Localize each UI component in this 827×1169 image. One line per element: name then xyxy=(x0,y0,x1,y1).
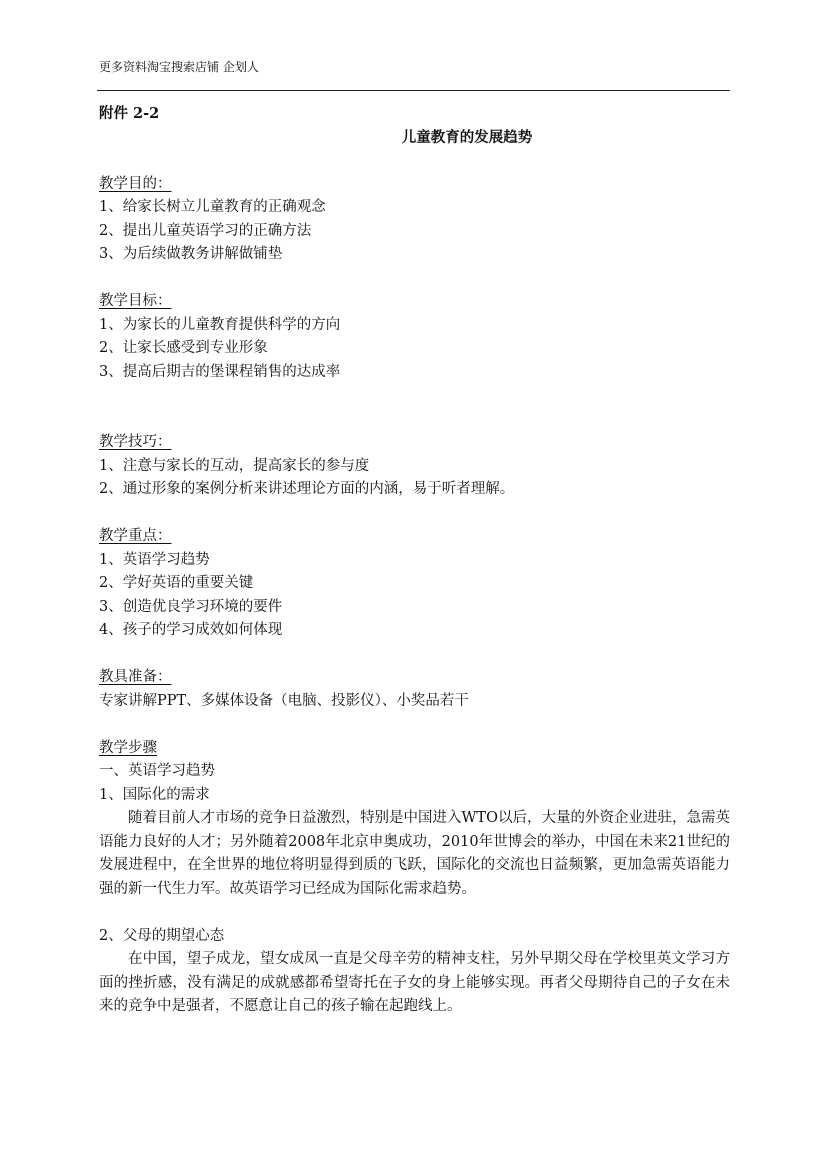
list-item: 2、通过形象的案例分析来讲述理论方面的内涵，易于听者理解。 xyxy=(99,481,515,497)
list-item: 1、为家长的儿童教育提供科学的方向 xyxy=(99,316,341,333)
list-item: 3、提高后期吉的堡课程销售的达成率 xyxy=(99,363,341,380)
attachment-label: 附件 2-2 xyxy=(99,105,160,122)
list-item: 2、学好英语的重要关键 xyxy=(99,575,254,591)
page-header-text: 更多资料淘宝搜索店铺 企划人 xyxy=(99,60,259,74)
list-item: 4、孩子的学习成效如何体现 xyxy=(99,622,283,638)
section-heading-tools: 教具准备： xyxy=(99,669,172,685)
list-item: 1、给家长树立儿童教育的正确观念 xyxy=(99,199,326,215)
list-item: 3、为后续做教务讲解做铺垫 xyxy=(99,246,283,262)
list-item: 专家讲解PPT、多媒体设备（电脑、投影仪）、小奖品若干 xyxy=(99,692,469,709)
paragraph-block xyxy=(99,948,730,1019)
section-heading-focus: 教学重点： xyxy=(99,528,172,544)
subsection-heading: 1、国际化的需求 xyxy=(99,786,210,803)
header-divider xyxy=(97,90,730,91)
section-heading-goal: 教学目标： xyxy=(99,293,172,309)
list-item: 2、让家长感受到专业形象 xyxy=(99,340,268,356)
subsection-heading: 一、英语学习趋势 xyxy=(99,763,215,779)
list-item: 1、英语学习趋势 xyxy=(99,551,210,568)
paragraph-block xyxy=(99,807,730,901)
list-item: 3、创造优良学习环境的要件 xyxy=(99,598,283,615)
section-heading-purpose: 教学目的： xyxy=(99,175,172,192)
body-paragraph: 随着目前人才市场的竞争日益激烈，特别是中国进入WTO以后，大量的外资企业进驻，急需英语能力良好的人才；另外随着2008年北京申奥成功，2010年世博会的举办，中国在未来21世纪的发展进程中，在全世界的地位将明显得到质的飞跃，国际化的交流也日益频繁，更加急需英语能力强的新一代生力军。故英语学习已经成为国际化需求趋势。 xyxy=(99,810,730,897)
section-heading-steps: 教学步骤 xyxy=(99,739,157,756)
document-body xyxy=(99,102,730,1019)
list-item: 2、提出儿童英语学习的正确方法 xyxy=(99,222,312,239)
body-paragraph: 在中国，望子成龙，望女成凤一直是父母辛劳的精神支柱，另外早期父母在学校里英文学习方面的挫折感，没有满足的成就感都希望寄托在子女的身上能够实现。再者父母期待自己的子女在未来的竞争中是强者，不愿意让自己的孩子输在起跑线上。 xyxy=(99,951,730,1014)
list-item: 1、注意与家长的互动，提高家长的参与度 xyxy=(99,457,370,474)
document-title: 儿童教育的发展趋势 xyxy=(401,128,533,146)
subsection-heading: 2、父母的期望心态 xyxy=(99,927,225,944)
section-heading-skills: 教学技巧： xyxy=(99,434,172,450)
